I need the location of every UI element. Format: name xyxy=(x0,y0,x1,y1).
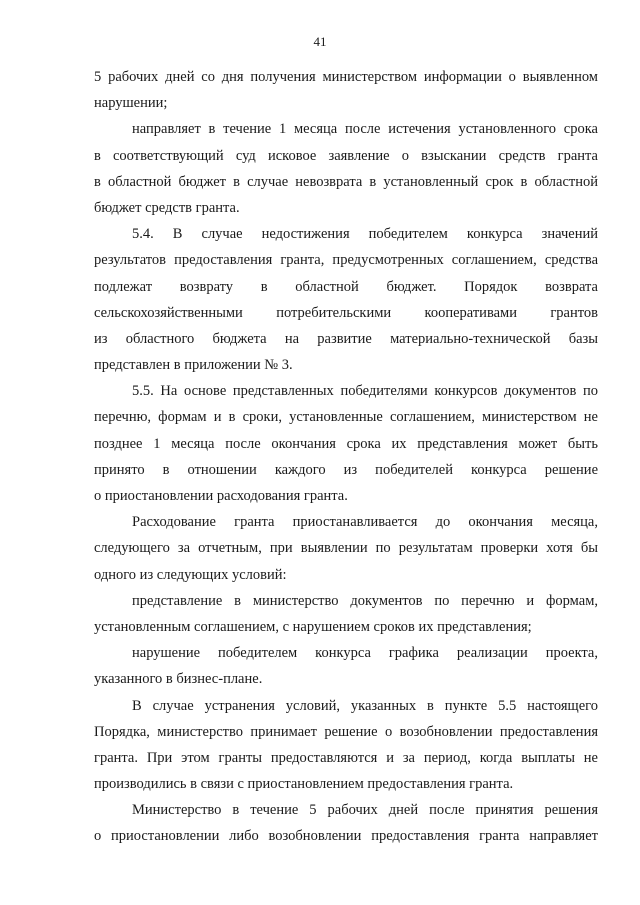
text-line: подлежат возврату в областной бюджет. Порядок возврата xyxy=(94,278,598,295)
text-line: в областной бюджет в случае невозврата в установленный срок в областной xyxy=(94,173,598,190)
text-line: позднее 1 месяца после окончания срока их представления может быть xyxy=(94,435,598,452)
text-line: 5 рабочих дней со дня получения министерством информации о выявленном xyxy=(94,69,598,85)
text-line: перечню, формам и в сроки, установленные соглашением, министерством не xyxy=(94,409,598,426)
text-line: представлен в приложении № 3. xyxy=(94,357,293,374)
text-line: В случае устранения условий, указанных в пункте 5.5 настоящего xyxy=(132,697,598,714)
text-line: сельскохозяйственными потребительскими кооперативами грантов xyxy=(94,304,598,321)
text-line: нарушение победителем конкурса графика реализации проекта, xyxy=(132,645,598,662)
text-line: принято в отношении каждого из победителей конкурса решение xyxy=(94,461,598,478)
text-line: бюджет средств гранта. xyxy=(94,199,240,216)
text-line: гранта. При этом гранты предоставляются и за период, когда выплаты не xyxy=(94,749,598,766)
text-line: одного из следующих условий: xyxy=(94,566,287,583)
text-line: следующего за отчетным, при выявлении по результатам проверки хотя бы xyxy=(94,540,598,557)
text-line: 5.4. В случае недостижения победителем конкурса значений xyxy=(132,226,598,243)
text-line: установленным соглашением, с нарушением сроков их представления; xyxy=(94,618,532,635)
text-line: Министерство в течение 5 рабочих дней после принятия решения xyxy=(132,802,598,819)
text-line: Расходование гранта приостанавливается до окончания месяца, xyxy=(132,514,598,531)
page-number: 41 xyxy=(313,34,327,49)
text-line: 5.5. На основе представленных победителями конкурсов документов по xyxy=(132,383,598,400)
text-line: Порядка, министерство принимает решение о возобновлении предоставления xyxy=(94,723,598,740)
text-line: представление в министерство документов по перечню и формам, xyxy=(132,592,598,609)
text-line: из областного бюджета на развитие материально-технической базы xyxy=(94,330,598,347)
text-line: в соответствующий суд исковое заявление о взыскании средств гранта xyxy=(94,147,598,164)
text-line: направляет в течение 1 месяца после истечения установленного срока xyxy=(132,121,598,138)
text-line: производились в связи с приостановлением предоставления гранта. xyxy=(94,776,514,793)
text-line: нарушении; xyxy=(94,95,168,112)
document-body xyxy=(94,64,598,850)
text-line: о приостановлении либо возобновлении предоставления гранта направляет xyxy=(94,828,598,845)
text-line: о приостановлении расходования гранта. xyxy=(94,488,348,504)
text-line: результатов предоставления гранта, предусмотренных соглашением, средства xyxy=(94,252,598,269)
text-line: указанного в бизнес-плане. xyxy=(94,671,263,688)
